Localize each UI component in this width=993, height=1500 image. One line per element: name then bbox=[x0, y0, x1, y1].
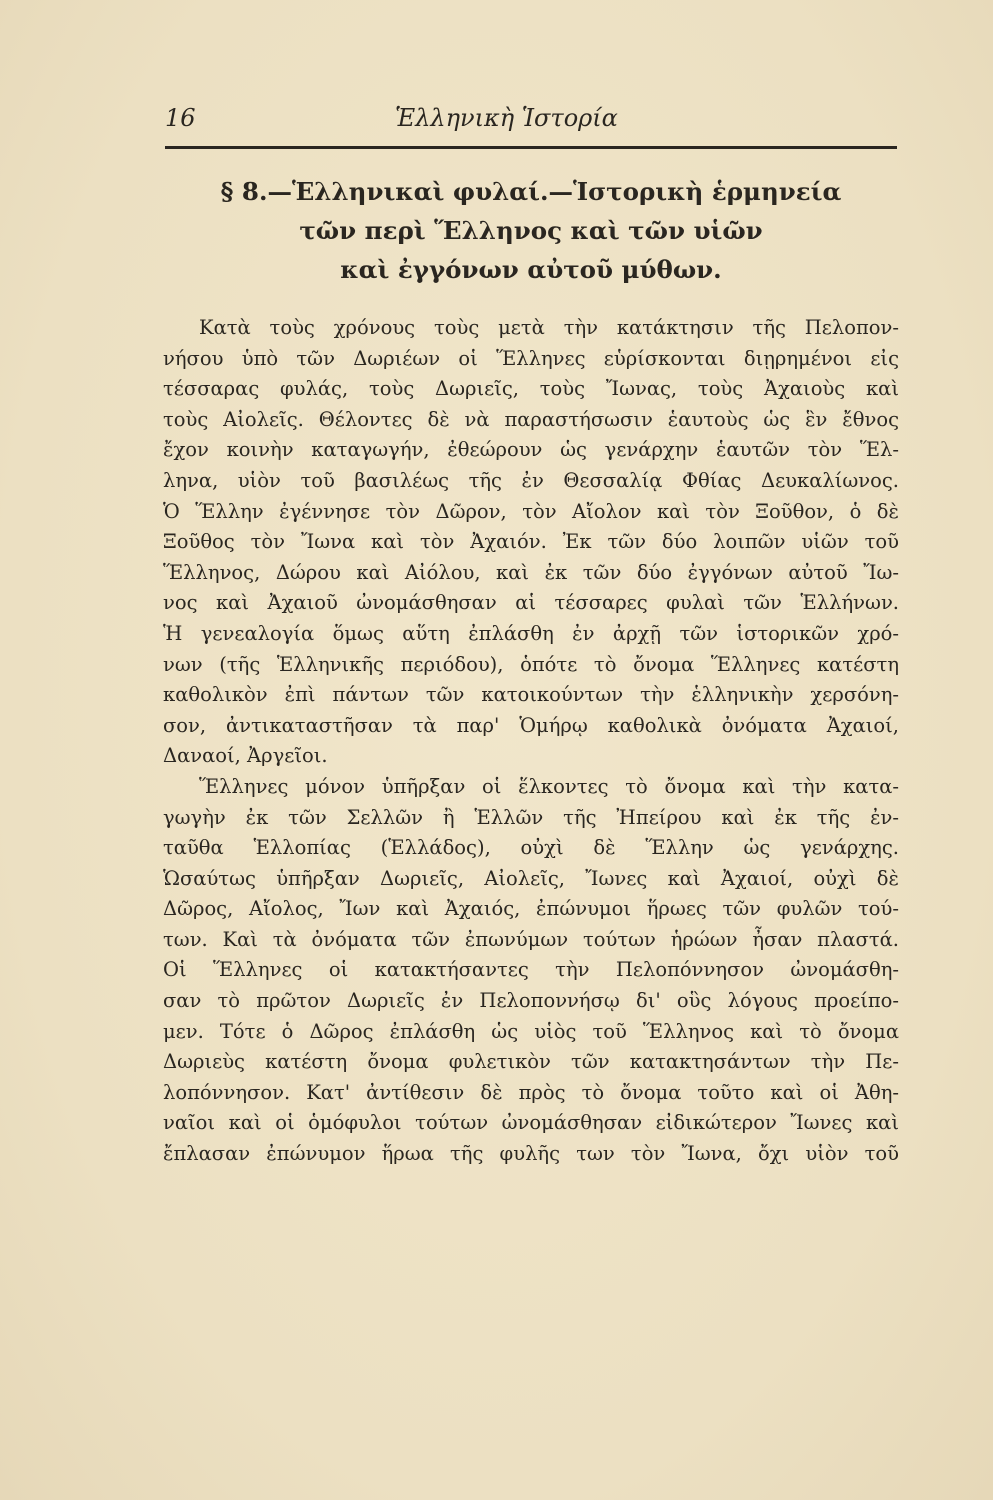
text-line: λοπόννησον. Κατ' ἀντίθεσιν δὲ πρὸς τὸ ὄνομα τοῦτο καὶ οἱ Ἀθη- bbox=[163, 1080, 899, 1104]
text-line: Δωριεὺς κατέστη ὄνομα φυλετικὸν τῶν κατακτησάντων τὴν Πε- bbox=[163, 1050, 899, 1074]
text-line: σον, ἀντικαταστῆσαν τὰ παρ' Ὁμήρῳ καθολικὰ ὀνόματα Ἀχαιοί, bbox=[163, 713, 899, 737]
text-line: νήσου ὑπὸ τῶν Δωριέων οἱ Ἕλληνες εὑρίσκονται διῃρημένοι εἰς bbox=[163, 346, 899, 370]
text-line: Κατὰ τοὺς χρόνους τοὺς μετὰ τὴν κατάκτησιν τῆς Πελοπον- bbox=[199, 316, 899, 339]
text-line: ταῦθα Ἑλλοπίας (Ἑλλάδος), οὐχὶ δὲ Ἕλλην ὡς γενάρχης. bbox=[163, 836, 899, 860]
text-line: των. Καὶ τὰ ὀνόματα τῶν ἐπωνύμων τούτων ἡρώων ἦσαν πλαστά. bbox=[163, 927, 899, 951]
text-line: ληνα, υἱὸν τοῦ βασιλέως τῆς ἐν Θεσσαλίᾳ Φθίας Δευκαλίωνος. bbox=[163, 468, 899, 492]
text-line: ναῖοι καὶ οἱ ὁμόφυλοι τούτων ὠνομάσθησαν εἰδικώτερον Ἴωνες καὶ bbox=[163, 1111, 899, 1135]
text-line: Οἱ Ἕλληνες οἱ κατακτήσαντες τὴν Πελοπόννησον ὠνομάσθη- bbox=[163, 958, 899, 982]
running-title: Ἑλληνικὴ Ἱστορία bbox=[395, 104, 618, 132]
page-header bbox=[165, 104, 897, 140]
text-line: γωγὴν ἐκ τῶν Σελλῶν ἢ Ἑλλῶν τῆς Ἠπείρου καὶ ἐκ τῆς ἐν- bbox=[163, 805, 899, 829]
heading-line: καὶ ἐγγόνων αὐτοῦ μύθων. bbox=[340, 255, 722, 284]
header-rule bbox=[165, 146, 897, 149]
text-line: Ὁ Ἕλλην ἐγέννησε τὸν Δῶρον, τὸν Αἴολον καὶ τὸν Ξοῦθον, ὁ δὲ bbox=[163, 499, 899, 523]
text-line: Ὡσαύτως ὑπῆρξαν Δωριεῖς, Αἰολεῖς, Ἴωνες καὶ Ἀχαιοί, οὐχὶ δὲ bbox=[163, 866, 899, 890]
heading-line: τῶν περὶ Ἕλληνος καὶ τῶν υἱῶν bbox=[299, 216, 763, 245]
text-line: σαν τὸ πρῶτον Δωριεῖς ἐν Πελοποννήσῳ δι' οὓς λόγους προείπο- bbox=[163, 989, 899, 1013]
text-line: νων (τῆς Ἑλληνικῆς περιόδου), ὁπότε τὸ ὄνομα Ἕλληνες κατέστη bbox=[163, 652, 899, 676]
body-text bbox=[163, 313, 899, 1170]
text-line: Δῶρος, Αἴολος, Ἴων καὶ Ἀχαιός, ἐπώνυμοι ἥρωες τῶν φυλῶν τού- bbox=[163, 897, 899, 921]
text-line: Δαναοί, Ἀργεῖοι. bbox=[163, 744, 328, 768]
text-line: ἔπλασαν ἐπώνυμον ἥρωα τῆς φυλῆς των τὸν Ἴωνα, ὄχι υἱὸν τοῦ bbox=[163, 1142, 899, 1166]
text-line: ἔχον κοινὴν καταγωγήν, ἐθεώρουν ὡς γενάρχην ἑαυτῶν τὸν Ἕλ- bbox=[163, 438, 899, 462]
text-line: Ἕλληνος, Δώρου καὶ Αἰόλου, καὶ ἐκ τῶν δύο ἐγγόνων αὐτοῦ Ἴω- bbox=[163, 560, 899, 584]
text-line: τοὺς Αἰολεῖς. Θέλοντες δὲ νὰ παραστήσωσιν ἑαυτοὺς ὡς ἓν ἔθνος bbox=[163, 407, 899, 431]
text-line: νος καὶ Ἀχαιοῦ ὠνομάσθησαν αἱ τέσσαρες φυλαὶ τῶν Ἑλλήνων. bbox=[163, 591, 899, 615]
text-line: τέσσαρας φυλάς, τοὺς Δωριεῖς, τοὺς Ἴωνας, τοὺς Ἀχαιοὺς καὶ bbox=[163, 377, 899, 401]
heading-line: § 8.—Ἑλληνικαὶ φυλαί.—Ἱστορικὴ ἑρμηνεία bbox=[220, 177, 842, 206]
text-line: Ἕλληνες μόνον ὑπῆρξαν οἱ ἕλκοντες τὸ ὄνομα καὶ τὴν κατα- bbox=[199, 774, 899, 798]
text-line: μεν. Τότε ὁ Δῶρος ἐπλάσθη ὡς υἱὸς τοῦ Ἕλληνος καὶ τὸ ὄνομα bbox=[163, 1019, 899, 1043]
text-line: καθολικὸν ἐπὶ πάντων τῶν κατοικούντων τὴν ἑλληνικὴν χερσόνη- bbox=[163, 683, 899, 707]
section-heading bbox=[165, 172, 897, 289]
text-line: Ἡ γενεαλογία ὅμως αὕτη ἐπλάσθη ἐν ἀρχῇ τῶν ἱστορικῶν χρό- bbox=[163, 621, 899, 645]
text-line: Ξοῦθος τὸν Ἴωνα καὶ τὸν Ἀχαιόν. Ἐκ τῶν δύο λοιπῶν υἱῶν τοῦ bbox=[163, 530, 899, 554]
page-number: 16 bbox=[165, 104, 196, 132]
